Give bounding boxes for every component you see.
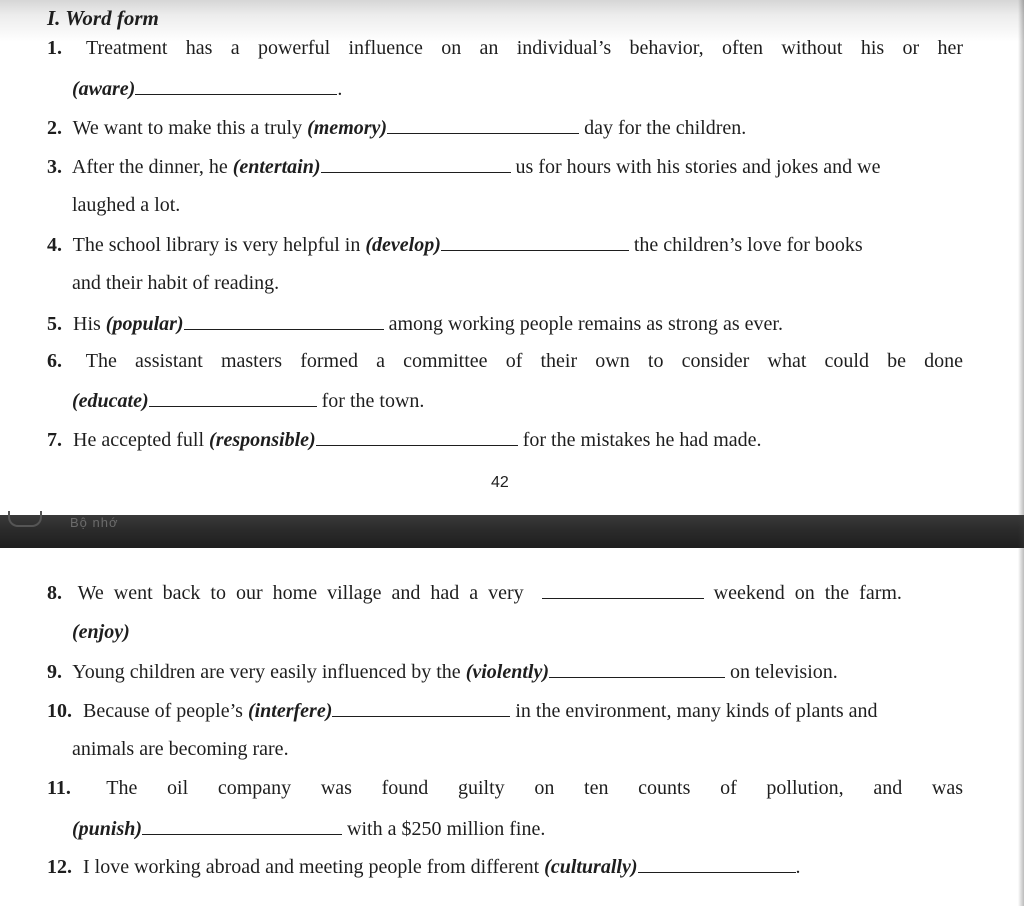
- item-number: 7.: [47, 429, 62, 451]
- item-number: 4.: [47, 234, 62, 256]
- item-text-end: the children’s love for books: [633, 234, 863, 256]
- answer-blank[interactable]: [184, 311, 384, 330]
- item-number: 5.: [47, 313, 62, 335]
- item-number: 2.: [47, 117, 62, 139]
- item-number: 6.: [47, 350, 62, 372]
- item-1-line-1: [47, 36, 963, 60]
- item-number: 1.: [47, 37, 62, 59]
- word-cue: (punish): [72, 818, 143, 840]
- item-4-line-1: [47, 232, 863, 257]
- worksheet-page-bottom: [0, 548, 1024, 906]
- item-number: 10.: [47, 700, 72, 722]
- answer-blank[interactable]: [542, 580, 704, 599]
- item-text-end: us for hours with his stories and jokes and we: [515, 156, 881, 178]
- item-text: Because of people’s: [83, 700, 243, 722]
- word-cue: (memory): [307, 117, 388, 139]
- word-cue: (culturally): [544, 856, 638, 878]
- item-3-line-1: [47, 154, 880, 179]
- item-text: We went back to our home village and had a very: [77, 582, 524, 604]
- item-10-line-1: [47, 698, 878, 723]
- item-text-end: for the mistakes he had made.: [522, 429, 762, 451]
- item-text: After the dinner, he: [71, 156, 228, 178]
- word-cue: (popular): [105, 313, 184, 335]
- item-number: 12.: [47, 856, 72, 878]
- word-cue: (enjoy): [72, 621, 130, 643]
- item-number: 11.: [47, 777, 71, 799]
- word-cue: (interfere): [247, 700, 333, 722]
- item-11-line-2: [72, 816, 545, 841]
- word-cue: (violently): [465, 661, 549, 683]
- word-cue: (aware): [72, 78, 136, 100]
- answer-blank[interactable]: [142, 816, 342, 835]
- item-number: 3.: [47, 156, 62, 178]
- item-text-end: in the environment, many kinds of plants and: [515, 700, 878, 722]
- answer-blank[interactable]: [638, 854, 796, 873]
- item-text-end: with a $250 million fine.: [347, 818, 546, 840]
- item-text-end: day for the children.: [584, 117, 747, 139]
- item-6-line-2: [72, 388, 424, 413]
- item-text-end: .: [795, 856, 801, 878]
- item-text: He accepted full: [73, 429, 205, 451]
- item-2: [47, 115, 746, 140]
- page-number: 42: [491, 474, 509, 491]
- answer-blank[interactable]: [549, 659, 725, 678]
- item-1-line-2: [72, 76, 342, 101]
- background-ghost-text: Bộ nhớ: [70, 515, 119, 530]
- word-cue: (responsible): [209, 429, 316, 451]
- answer-blank[interactable]: [149, 388, 317, 407]
- item-text-end: among working people remains as strong as ever.: [388, 313, 783, 335]
- page-separator-band: [0, 515, 1024, 548]
- item-3-line-2: laughed a lot.: [72, 194, 181, 216]
- word-cue: (educate): [72, 390, 149, 412]
- item-number: 8.: [47, 582, 62, 604]
- word-cue: (entertain): [232, 156, 321, 178]
- answer-blank[interactable]: [441, 232, 629, 251]
- answer-blank[interactable]: [387, 115, 579, 134]
- answer-blank[interactable]: [332, 698, 510, 717]
- word-cue: (develop): [365, 234, 441, 256]
- item-6-line-1: [47, 349, 963, 373]
- item-text: I love working abroad and meeting people from different: [83, 856, 540, 878]
- answer-blank[interactable]: [135, 76, 337, 95]
- item-11-line-1: [47, 776, 963, 800]
- item-text-end: .: [337, 78, 343, 100]
- item-8-line-2: [72, 620, 130, 644]
- item-5: [47, 311, 783, 336]
- scan-right-edge-shadow: [1018, 0, 1024, 906]
- item-7: [47, 427, 762, 452]
- item-text: We want to make this a truly: [72, 117, 303, 139]
- item-text: The oil company was found guilty on ten counts of pollution, and was: [106, 777, 964, 799]
- background-shape: [8, 511, 42, 527]
- item-text-end: on television.: [730, 661, 838, 683]
- item-12: [47, 854, 801, 879]
- item-text: The assistant masters formed a committee of their own to consider what could be done: [85, 350, 964, 372]
- item-9: [47, 659, 838, 684]
- section-title: I. Word form: [47, 6, 159, 30]
- item-10-line-2: animals are becoming rare.: [72, 738, 289, 760]
- item-8-line-1: [47, 580, 902, 605]
- answer-blank[interactable]: [321, 154, 511, 173]
- item-number: 9.: [47, 661, 62, 683]
- item-text: His: [73, 313, 101, 335]
- answer-blank[interactable]: [316, 427, 518, 446]
- item-text-end: weekend on the farm.: [713, 582, 902, 604]
- item-text: The school library is very helpful in: [72, 234, 361, 256]
- item-text: Treatment has a powerful influence on an individual’s behavior, often without his or her: [85, 37, 963, 59]
- item-4-line-2: and their habit of reading.: [72, 272, 280, 294]
- item-text: Young children are very easily influenced by the: [72, 661, 461, 683]
- item-text-end: for the town.: [321, 390, 425, 412]
